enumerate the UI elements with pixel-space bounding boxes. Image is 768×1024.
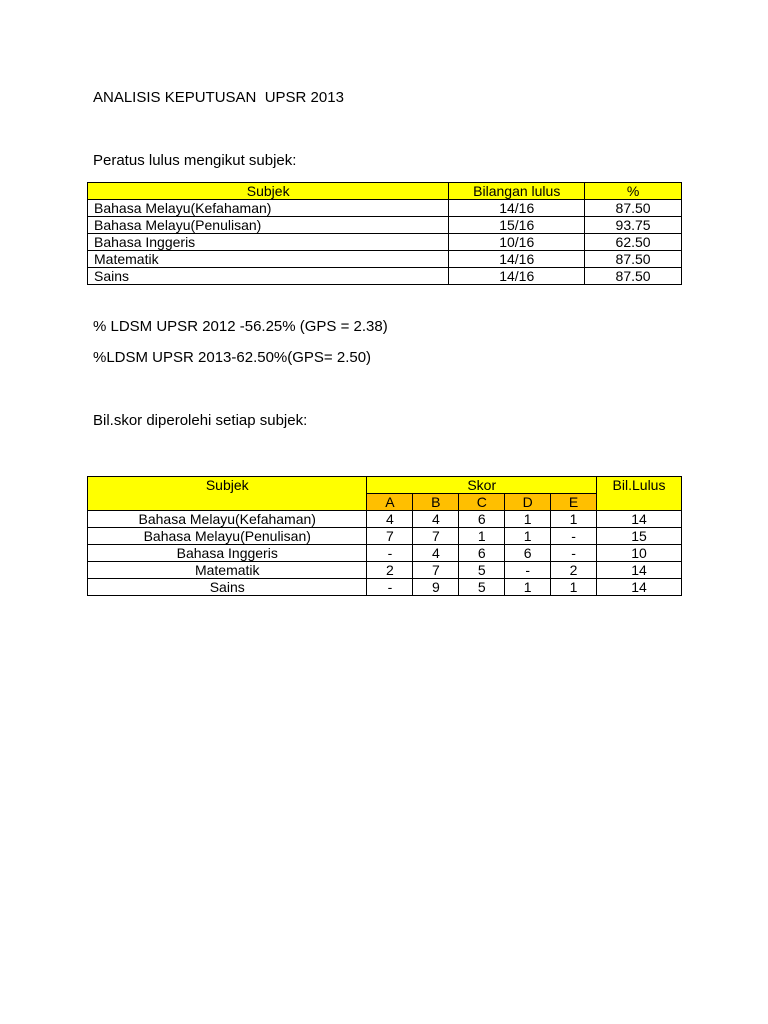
header-bil-lulus: Bil.Lulus [597, 477, 682, 511]
grade-b-cell: 4 [413, 545, 459, 562]
subject-cell: Bahasa Inggeris [88, 234, 449, 251]
grade-c-cell: 5 [459, 579, 505, 596]
section2-label: Bil.skor diperolehi setiap subjek: [93, 412, 308, 429]
table-header-row [88, 477, 682, 494]
bil-lulus-cell: 10 [597, 545, 682, 562]
grade-e-cell: 1 [551, 511, 597, 528]
ldsm-2012-text: % LDSM UPSR 2012 -56.25% (GPS = 2.38) [93, 318, 388, 335]
bil-lulus-cell: 14 [597, 562, 682, 579]
grade-a-cell: - [367, 545, 413, 562]
table-row [88, 234, 682, 251]
header-subjek: Subjek [88, 183, 449, 200]
table-header-row [88, 183, 682, 200]
subject-cell: Bahasa Melayu(Kefahaman) [88, 511, 367, 528]
table-row [88, 528, 682, 545]
percent-cell: 93.75 [585, 217, 682, 234]
pass-rate-table [87, 182, 682, 285]
pass-count-cell: 10/16 [449, 234, 585, 251]
section1-label: Peratus lulus mengikut subjek: [93, 152, 297, 169]
grade-a-header: A [367, 494, 413, 511]
grade-d-cell: 1 [505, 579, 551, 596]
table-row [88, 579, 682, 596]
table-row [88, 268, 682, 285]
subject-cell: Bahasa Melayu(Penulisan) [88, 528, 367, 545]
grade-c-cell: 6 [459, 511, 505, 528]
grade-d-cell: 1 [505, 528, 551, 545]
grade-d-cell: - [505, 562, 551, 579]
subject-cell: Matematik [88, 562, 367, 579]
table-row [88, 217, 682, 234]
grade-b-cell: 7 [413, 562, 459, 579]
grade-e-cell: - [551, 545, 597, 562]
pass-count-cell: 14/16 [449, 268, 585, 285]
pass-count-cell: 15/16 [449, 217, 585, 234]
grade-a-cell: - [367, 579, 413, 596]
table-row [88, 562, 682, 579]
ldsm-2013-text: %LDSM UPSR 2013-62.50%(GPS= 2.50) [93, 349, 372, 366]
grade-e-cell: 1 [551, 579, 597, 596]
bil-lulus-cell: 14 [597, 511, 682, 528]
table-row [88, 200, 682, 217]
header-subjek: Subjek [88, 477, 367, 511]
subject-cell: Sains [88, 579, 367, 596]
grade-d-cell: 1 [505, 511, 551, 528]
grade-e-header: E [551, 494, 597, 511]
percent-cell: 87.50 [585, 200, 682, 217]
subject-cell: Bahasa Melayu(Penulisan) [88, 217, 449, 234]
page-title: ANALISIS KEPUTUSAN UPSR 2013 [93, 89, 344, 106]
pass-count-cell: 14/16 [449, 251, 585, 268]
percent-cell: 87.50 [585, 268, 682, 285]
bil-lulus-cell: 15 [597, 528, 682, 545]
grade-a-cell: 4 [367, 511, 413, 528]
grade-b-cell: 4 [413, 511, 459, 528]
grade-c-header: C [459, 494, 505, 511]
grade-e-cell: 2 [551, 562, 597, 579]
table-row [88, 251, 682, 268]
subject-cell: Sains [88, 268, 449, 285]
pass-count-cell: 14/16 [449, 200, 585, 217]
header-percent: % [585, 183, 682, 200]
table-row [88, 545, 682, 562]
subject-cell: Matematik [88, 251, 449, 268]
grade-b-header: B [413, 494, 459, 511]
percent-cell: 87.50 [585, 251, 682, 268]
score-table [87, 476, 682, 596]
grade-c-cell: 1 [459, 528, 505, 545]
percent-cell: 62.50 [585, 234, 682, 251]
grade-d-cell: 6 [505, 545, 551, 562]
grade-b-cell: 7 [413, 528, 459, 545]
header-skor: Skor [367, 477, 597, 494]
grade-a-cell: 2 [367, 562, 413, 579]
grade-c-cell: 6 [459, 545, 505, 562]
grade-c-cell: 5 [459, 562, 505, 579]
grade-b-cell: 9 [413, 579, 459, 596]
subject-cell: Bahasa Inggeris [88, 545, 367, 562]
subject-cell: Bahasa Melayu(Kefahaman) [88, 200, 449, 217]
grade-e-cell: - [551, 528, 597, 545]
grade-d-header: D [505, 494, 551, 511]
table-row [88, 511, 682, 528]
header-bilangan-lulus: Bilangan lulus [449, 183, 585, 200]
grade-a-cell: 7 [367, 528, 413, 545]
bil-lulus-cell: 14 [597, 579, 682, 596]
